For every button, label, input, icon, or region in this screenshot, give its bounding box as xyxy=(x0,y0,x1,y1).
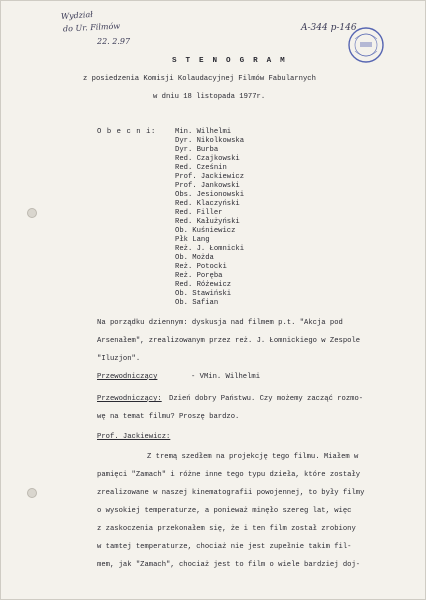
list-item: Red. Czajkowski xyxy=(175,155,240,163)
binder-hole xyxy=(27,488,37,498)
agenda-line-1: Na porządku dziennym: dyskusja nad filmem p.t. "Akcja pod xyxy=(97,319,343,327)
chair-label: Przewodniczący xyxy=(97,373,158,381)
document-subtitle: z posiedzenia Komisji Kolaudacyjnej Filmów Fabularnych xyxy=(83,75,316,83)
speaker-label: Prof. Jackiewicz: xyxy=(97,433,171,441)
list-item: Red. Kałużyński xyxy=(175,218,240,226)
list-item: Obs. Jesionowski xyxy=(175,191,245,199)
binder-hole xyxy=(27,208,37,218)
list-item: Ob. Kuśniewicz xyxy=(175,227,236,235)
list-item: Ob. Możda xyxy=(175,254,214,262)
list-item: Prof. Jackiewicz xyxy=(175,173,245,181)
archive-reference: A-344 p-146 xyxy=(301,23,357,33)
list-item: Prof. Jankowski xyxy=(175,182,240,190)
list-item: Red. Różewicz xyxy=(175,281,232,289)
speech-line: z zaskoczenia przekonałem się, że i ten film został zrobiony xyxy=(97,525,356,533)
archive-stamp-icon xyxy=(346,25,386,65)
speech-line: zrealizowane w naszej kinematografii powojennej, to były filmy xyxy=(97,489,365,497)
speech-line: wę na temat filmu? Proszę bardzo. xyxy=(97,413,240,421)
speaker-label: Przewodniczący: xyxy=(97,395,162,403)
present-label: O b e c n i: xyxy=(97,128,156,136)
document-date-line: w dniu 18 listopada 1977r. xyxy=(153,93,266,101)
list-item: Płk Lang xyxy=(175,236,210,244)
list-item: Red. Filler xyxy=(175,209,223,217)
document-title: S T E N O G R A M xyxy=(172,57,287,65)
list-item: Reż. Potocki xyxy=(175,263,227,271)
list-item: Dyr. Burba xyxy=(175,146,219,154)
agenda-line-2: Arsenałem", zrealizowanym przez reż. J. Łomnickiego w Zespole xyxy=(97,337,361,345)
list-item: Red. Cześnin xyxy=(175,164,227,172)
handwritten-note-date: 22. 2.97 xyxy=(97,37,131,46)
handwritten-note-line2: do Ur. Filmów xyxy=(62,21,121,34)
handwritten-note-line1: Wydział xyxy=(60,9,94,22)
list-item: Min. Wilhelmi xyxy=(175,128,232,136)
speech-line: o wysokiej temperaturze, a ponieważ minęło szereg lat, więc xyxy=(97,507,352,515)
list-item: Ob. Safian xyxy=(175,299,219,307)
speech-line: mem, jak "Zamach", chociaż jest to film o wiele bardziej doj- xyxy=(97,561,361,569)
chair-text: - VMin. Wilhelmi xyxy=(191,373,261,381)
agenda-line-3: "Iluzjon". xyxy=(97,355,141,363)
list-item: Red. Klaczyński xyxy=(175,200,240,208)
speech-line: Dzień dobry Państwu. Czy możemy zacząć rozmo- xyxy=(169,395,364,403)
list-item: Reż. J. Łomnicki xyxy=(175,245,245,253)
list-item: Ob. Stawiński xyxy=(175,290,232,298)
speech-line: pamięci "Zamach" i różne inne tego typu dzieła, które zostały xyxy=(97,471,361,479)
speech-line: Z tremą szedłem na projekcję tego filmu. Miałem w xyxy=(147,453,359,461)
list-item: Reż. Poręba xyxy=(175,272,223,280)
speech-line: w tamtej temperaturze, chociaż nie jest zupełnie takim fil- xyxy=(97,543,352,551)
list-item: Dyr. Nikolkowska xyxy=(175,137,245,145)
